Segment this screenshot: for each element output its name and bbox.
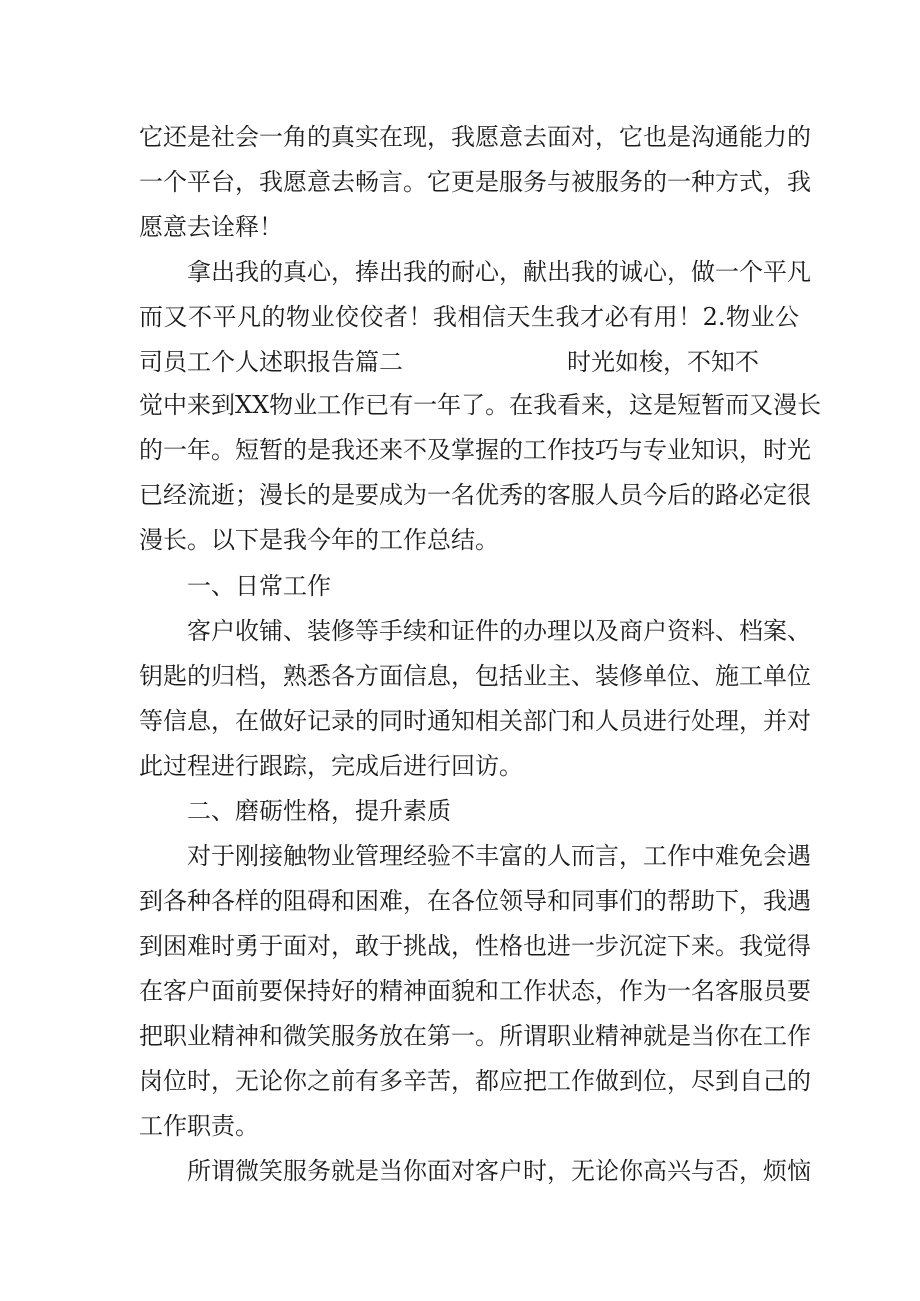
paragraph-line: 把职业精神和微笑服务放在第一。所谓职业精神就是当你在工作 — [139, 1022, 811, 1050]
paragraph-line: 拿出我的真心，捧出我的耐心，献出我的诚心，做一个平凡 — [187, 258, 811, 286]
paragraph-line: 愿意去诠释！ — [139, 213, 283, 241]
paragraph-line: 觉中来到XX物业工作已有一年了。在我看来，这是短暂而又漫长 — [139, 391, 822, 419]
paragraph-line-segment: 时光如梭，不知不 — [567, 348, 759, 376]
paragraph-line: 一个平台，我愿意去畅言。它更是服务与被服务的一种方式，我 — [139, 168, 811, 196]
section-heading: 二、磨砺性格，提升素质 — [187, 797, 451, 825]
paragraph-line: 钥匙的归档，熟悉各方面信息，包括业主、装修单位、施工单位 — [139, 662, 811, 690]
paragraph-line: 到各种各样的阻碍和困难，在各位领导和同事们的帮助下，我遇 — [139, 887, 811, 915]
section-heading: 一、日常工作 — [187, 572, 331, 600]
paragraph-line: 所谓微笑服务就是当你面对客户时，无论你高兴与否，烦恼 — [187, 1157, 811, 1185]
paragraph-line: 对于刚接触物业管理经验不丰富的人而言，工作中难免会遇 — [187, 842, 811, 870]
paragraph-line-split — [139, 342, 799, 382]
paragraph-line: 已经流逝；漫长的是要成为一名优秀的客服人员今后的路必定很 — [139, 481, 811, 509]
paragraph-line: 它还是社会一角的真实在现，我愿意去面对，它也是沟通能力的 — [139, 123, 811, 151]
paragraph-line: 工作职责。 — [139, 1112, 259, 1140]
paragraph-line: 岗位时，无论你之前有多辛苦，都应把工作做到位，尽到自己的 — [139, 1067, 811, 1095]
paragraph-line: 漫长。以下是我今年的工作总结。 — [139, 526, 499, 554]
paragraph-line: 在客户面前要保持好的精神面貌和工作状态，作为一名客服员要 — [139, 977, 811, 1005]
paragraph-line: 而又不平凡的物业佼佼者！我相信天生我才必有用！2.物业公 — [139, 303, 799, 331]
paragraph-line: 客户收铺、装修等手续和证件的办理以及商户资料、档案、 — [187, 617, 811, 645]
paragraph-line: 到困难时勇于面对，敢于挑战，性格也进一步沉淀下来。我觉得 — [139, 932, 811, 960]
paragraph-line: 等信息，在做好记录的同时通知相关部门和人员进行处理，并对 — [139, 707, 811, 735]
paragraph-line-segment: 司员工个人述职报告篇二 — [139, 348, 403, 376]
paragraph-line: 的一年。短暂的是我还来不及掌握的工作技巧与专业知识，时光 — [139, 436, 811, 464]
paragraph-line: 此过程进行跟踪，完成后进行回访。 — [139, 752, 523, 780]
